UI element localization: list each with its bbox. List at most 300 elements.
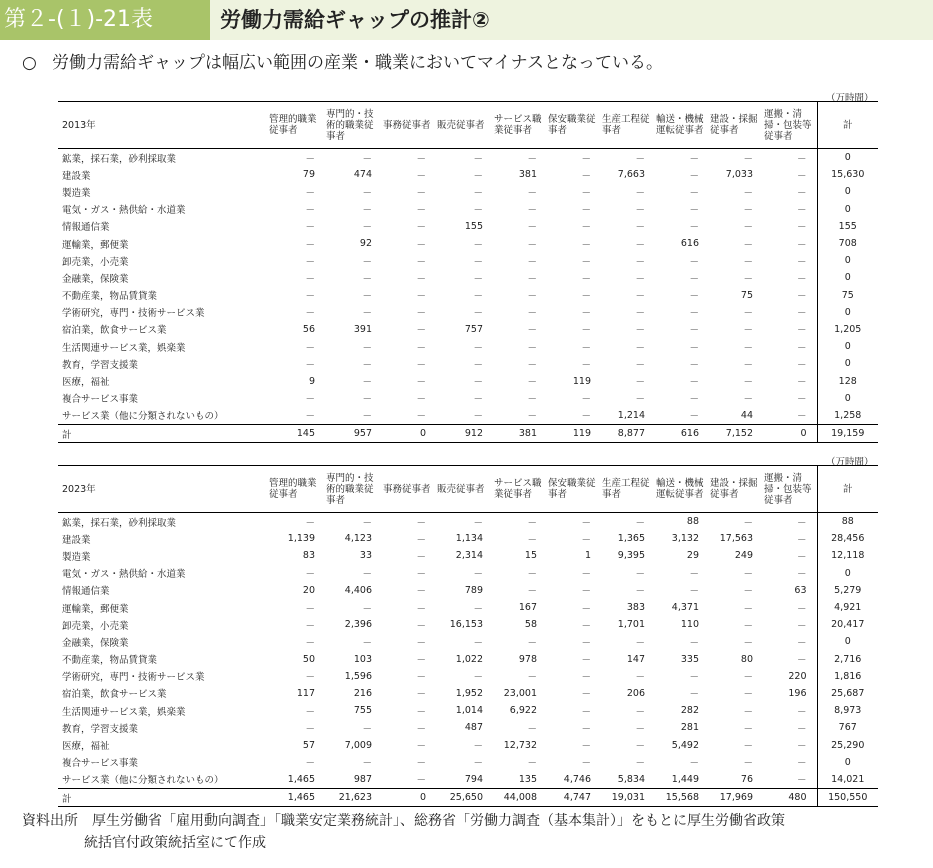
data-cell: －: [305, 308, 315, 320]
data-cell: －: [527, 569, 537, 581]
data-cell: －: [635, 222, 645, 234]
data-cell: －: [581, 308, 591, 320]
data-cell: 135: [518, 773, 537, 785]
data-cell: －: [635, 308, 645, 320]
row-label: 学術研究，専門・技術サービス業: [62, 672, 205, 684]
column-header: 輸送・機械運転従事者: [655, 102, 709, 149]
data-cell: －: [581, 706, 591, 718]
data-cell: 789: [464, 584, 483, 596]
data-cell: 1,449: [671, 773, 699, 785]
data-cell: －: [362, 394, 372, 406]
data-cell: 196: [788, 687, 807, 699]
data-cell: －: [362, 342, 372, 354]
row-total-cell: 0: [817, 338, 878, 355]
row-total-cell: 20,417: [817, 616, 878, 633]
data-cell: －: [796, 239, 807, 251]
data-cell: －: [473, 153, 483, 165]
data-cell: 76: [740, 773, 753, 785]
table-row: [58, 372, 878, 389]
row-label: 不動産業，物品賃貸業: [62, 655, 158, 667]
data-cell: －: [416, 775, 426, 787]
table-row: [58, 304, 878, 321]
data-cell: －: [689, 153, 699, 165]
data-cell: 29: [686, 550, 699, 562]
data-cell: －: [635, 741, 645, 753]
data-cell: －: [362, 411, 372, 423]
data-cell: －: [743, 603, 753, 615]
total-cell: 17,969: [709, 789, 763, 807]
row-label: 金融業，保険業: [62, 637, 129, 649]
row-label: 運輸業，郵便業: [62, 603, 129, 615]
data-cell: －: [689, 205, 699, 217]
data-cell: －: [416, 534, 426, 546]
row-total-cell: 15,630: [817, 166, 878, 183]
data-cell: －: [416, 239, 426, 251]
data-cell: －: [796, 551, 807, 563]
data-cell: 79: [302, 169, 315, 181]
year-header: 2013年: [58, 102, 268, 149]
column-header: 計: [817, 102, 878, 149]
total-cell: 119: [547, 425, 601, 443]
row-label: 複合サービス事業: [62, 758, 139, 770]
data-cell: －: [362, 517, 372, 529]
data-cell: －: [305, 153, 315, 165]
data-cell: －: [635, 291, 645, 303]
data-cell: －: [743, 342, 753, 354]
table-row: [58, 565, 878, 582]
subtitle-text: 労働力需給ギャップは幅広い範囲の産業・職業においてマイナスとなっている。: [52, 53, 663, 73]
table-row: [58, 355, 878, 372]
data-cell: －: [581, 256, 591, 268]
data-cell: －: [635, 672, 645, 684]
header-row: [58, 102, 878, 149]
data-cell: －: [796, 308, 807, 320]
total-cell: 912: [436, 425, 493, 443]
total-label: 計: [58, 425, 268, 443]
data-cell: －: [635, 586, 645, 598]
table-row: [58, 321, 878, 338]
data-cell: －: [635, 342, 645, 354]
row-label: 卸売業，小売業: [62, 256, 129, 268]
unit-label-2023: （万時間）: [826, 457, 874, 468]
row-total-cell: 0: [817, 565, 878, 582]
total-cell: 381: [493, 425, 547, 443]
data-cell: －: [635, 377, 645, 389]
data-cell: －: [743, 308, 753, 320]
data-cell: －: [689, 308, 699, 320]
data-cell: －: [473, 672, 483, 684]
row-label: 卸売業，小売業: [62, 620, 129, 632]
column-header: 管理的職業従事者: [268, 102, 325, 149]
data-cell: －: [416, 308, 426, 320]
data-cell: －: [416, 723, 426, 735]
data-cell: －: [527, 153, 537, 165]
data-cell: －: [796, 170, 807, 182]
data-cell: －: [689, 359, 699, 371]
total-cell: 957: [325, 425, 382, 443]
data-cell: －: [527, 586, 537, 598]
data-cell: －: [305, 637, 315, 649]
data-cell: －: [416, 758, 426, 770]
data-cell: －: [362, 256, 372, 268]
data-cell: －: [473, 273, 483, 285]
data-cell: 1,014: [455, 705, 483, 717]
data-cell: 220: [788, 670, 807, 682]
data-cell: －: [635, 153, 645, 165]
data-cell: －: [796, 325, 807, 337]
table-row: [58, 252, 878, 269]
column-header: サービス職業従事者: [493, 102, 547, 149]
data-cell: 167: [518, 602, 537, 614]
total-row: [58, 425, 878, 443]
data-cell: －: [581, 325, 591, 337]
data-cell: 4,746: [563, 773, 591, 785]
column-header: 管理的職業従事者: [268, 466, 325, 513]
data-cell: －: [416, 569, 426, 581]
row-total-cell: 0: [817, 149, 878, 167]
data-cell: －: [581, 170, 591, 182]
column-header: サービス職業従事者: [493, 466, 547, 513]
data-cell: 88: [686, 516, 699, 528]
data-cell: 4,371: [671, 602, 699, 614]
data-cell: 117: [296, 687, 315, 699]
table-row: [58, 685, 878, 702]
data-cell: －: [581, 603, 591, 615]
data-cell: 474: [353, 169, 372, 181]
total-cell: 145: [268, 425, 325, 443]
table-row: [58, 582, 878, 599]
total-cell: 21,623: [325, 789, 382, 807]
data-cell: －: [473, 517, 483, 529]
data-cell: －: [305, 342, 315, 354]
data-cell: 80: [740, 653, 753, 665]
row-total-cell: 4,921: [817, 599, 878, 616]
data-cell: －: [473, 187, 483, 199]
data-cell: －: [416, 741, 426, 753]
data-cell: －: [581, 342, 591, 354]
column-header: 運搬・清掃・包装等従事者: [763, 466, 817, 513]
data-cell: －: [743, 586, 753, 598]
table-row: [58, 235, 878, 252]
row-total-cell: 0: [817, 390, 878, 407]
data-cell: 281: [680, 722, 699, 734]
data-cell: －: [416, 222, 426, 234]
data-cell: 92: [359, 238, 372, 250]
data-cell: 9,395: [617, 550, 645, 562]
data-cell: －: [743, 620, 753, 632]
data-cell: －: [581, 741, 591, 753]
data-cell: 794: [464, 773, 483, 785]
data-cell: －: [689, 291, 699, 303]
data-cell: －: [416, 517, 426, 529]
table-row: [58, 183, 878, 200]
data-cell: －: [305, 603, 315, 615]
data-cell: －: [416, 620, 426, 632]
data-cell: －: [743, 517, 753, 529]
data-cell: －: [581, 723, 591, 735]
data-cell: －: [527, 256, 537, 268]
row-total-cell: 75: [817, 287, 878, 304]
data-cell: －: [362, 723, 372, 735]
data-cell: －: [743, 325, 753, 337]
total-cell: 8,877: [601, 425, 655, 443]
data-cell: －: [527, 205, 537, 217]
data-cell: －: [796, 187, 807, 199]
row-label: 教育，学習支援業: [62, 723, 139, 735]
data-cell: 5,834: [617, 773, 645, 785]
row-label: 情報通信業: [62, 222, 110, 234]
row-label: 建設業: [62, 534, 91, 546]
data-cell: 58: [524, 619, 537, 631]
data-cell: －: [416, 291, 426, 303]
data-cell: －: [362, 187, 372, 199]
data-cell: －: [796, 517, 807, 529]
source-note: [22, 810, 785, 854]
data-cell: 616: [680, 238, 699, 250]
data-cell: －: [416, 706, 426, 718]
total-cell: 1,465: [268, 789, 325, 807]
data-cell: －: [527, 359, 537, 371]
data-cell: －: [581, 187, 591, 199]
data-cell: －: [416, 256, 426, 268]
data-cell: －: [581, 205, 591, 217]
row-total-cell: 25,290: [817, 736, 878, 753]
row-label: 宿泊業，飲食サービス業: [62, 325, 167, 337]
data-cell: －: [305, 723, 315, 735]
data-cell: －: [689, 325, 699, 337]
data-cell: －: [743, 672, 753, 684]
data-cell: 4,123: [344, 533, 372, 545]
table-row: [58, 616, 878, 633]
data-cell: 757: [464, 323, 483, 335]
subtitle: [22, 48, 663, 73]
page-title: 労働力需給ギャップの推計②: [220, 8, 490, 32]
row-total-cell: 28,456: [817, 530, 878, 547]
data-cell: －: [527, 758, 537, 770]
data-cell: 1,139: [287, 533, 315, 545]
grand-total-cell: 150,550: [817, 789, 878, 807]
data-cell: －: [473, 308, 483, 320]
row-label: 電気・ガス・熱供給・水道業: [62, 569, 186, 581]
data-cell: －: [743, 758, 753, 770]
data-cell: 44: [740, 409, 753, 421]
data-cell: －: [743, 394, 753, 406]
data-cell: 110: [680, 619, 699, 631]
data-cell: －: [473, 359, 483, 371]
data-cell: 20: [302, 584, 315, 596]
total-cell: 44,008: [493, 789, 547, 807]
data-cell: －: [635, 637, 645, 649]
data-cell: －: [305, 256, 315, 268]
column-header: 生産工程従事者: [601, 102, 655, 149]
data-cell: －: [796, 291, 807, 303]
data-cell: －: [473, 411, 483, 423]
data-cell: －: [416, 205, 426, 217]
data-cell: －: [743, 187, 753, 199]
data-cell: 1,365: [617, 533, 645, 545]
data-cell: 7,663: [617, 169, 645, 181]
data-cell: －: [305, 758, 315, 770]
data-cell: －: [362, 273, 372, 285]
row-total-cell: 0: [817, 754, 878, 771]
data-cell: 487: [464, 722, 483, 734]
table-row: [58, 407, 878, 425]
row-label: サービス業（他に分類されないもの）: [62, 775, 224, 787]
data-cell: －: [743, 706, 753, 718]
data-cell: －: [581, 273, 591, 285]
row-total-cell: 767: [817, 719, 878, 736]
data-cell: 3,132: [671, 533, 699, 545]
data-cell: 2,396: [344, 619, 372, 631]
data-cell: －: [796, 637, 807, 649]
data-cell: －: [796, 411, 807, 423]
data-cell: －: [743, 273, 753, 285]
data-cell: 1,596: [344, 670, 372, 682]
data-cell: －: [689, 411, 699, 423]
data-cell: －: [581, 586, 591, 598]
data-cell: －: [581, 758, 591, 770]
data-cell: －: [796, 603, 807, 615]
data-cell: －: [796, 706, 807, 718]
data-cell: －: [416, 655, 426, 667]
column-header: 建設・採掘従事者: [709, 466, 763, 513]
data-cell: －: [581, 534, 591, 546]
data-cell: －: [689, 273, 699, 285]
column-header: 専門的・技術的職業従事者: [325, 102, 382, 149]
row-total-cell: 12,118: [817, 547, 878, 564]
data-cell: －: [796, 775, 807, 787]
data-cell: －: [305, 620, 315, 632]
column-header: 保安職業従事者: [547, 466, 601, 513]
data-cell: －: [689, 377, 699, 389]
data-cell: 755: [353, 705, 372, 717]
header-band: [0, 0, 933, 40]
column-header: 建設・採掘従事者: [709, 102, 763, 149]
data-cell: 1,952: [455, 687, 483, 699]
data-cell: －: [635, 758, 645, 770]
column-header: 保安職業従事者: [547, 102, 601, 149]
data-cell: －: [635, 359, 645, 371]
data-cell: －: [581, 359, 591, 371]
data-cell: －: [473, 758, 483, 770]
row-total-cell: 8,973: [817, 702, 878, 719]
data-cell: 2,314: [455, 550, 483, 562]
column-header: 販売従事者: [436, 102, 493, 149]
data-cell: －: [743, 359, 753, 371]
data-cell: －: [796, 534, 807, 546]
table-row: [58, 390, 878, 407]
table-row: [58, 287, 878, 304]
data-cell: －: [473, 205, 483, 217]
data-cell: 1,465: [287, 773, 315, 785]
data-cell: －: [305, 291, 315, 303]
data-cell: －: [305, 394, 315, 406]
data-cell: －: [473, 256, 483, 268]
table-row: [58, 269, 878, 286]
data-cell: 63: [794, 584, 807, 596]
total-cell: 616: [655, 425, 709, 443]
data-cell: 1,214: [617, 409, 645, 421]
column-header: 運搬・清掃・包装等従事者: [763, 102, 817, 149]
header-row: [58, 466, 878, 513]
data-cell: －: [362, 758, 372, 770]
data-cell: －: [743, 205, 753, 217]
row-total-cell: 0: [817, 183, 878, 200]
data-cell: －: [416, 273, 426, 285]
data-cell: －: [796, 758, 807, 770]
row-total-cell: 1,816: [817, 668, 878, 685]
column-header: 事務従事者: [382, 102, 436, 149]
row-total-cell: 0: [817, 304, 878, 321]
row-total-cell: 0: [817, 633, 878, 650]
data-cell: －: [581, 655, 591, 667]
data-cell: －: [473, 569, 483, 581]
row-total-cell: 1,258: [817, 407, 878, 425]
table-row: [58, 702, 878, 719]
data-cell: －: [416, 586, 426, 598]
data-cell: －: [416, 411, 426, 423]
data-cell: －: [581, 291, 591, 303]
data-cell: 147: [626, 653, 645, 665]
row-label: 金融業，保険業: [62, 273, 129, 285]
data-cell: －: [689, 187, 699, 199]
data-cell: －: [743, 689, 753, 701]
data-cell: －: [743, 222, 753, 234]
row-label: 不動産業，物品賃貸業: [62, 291, 158, 303]
data-cell: －: [473, 170, 483, 182]
data-cell: －: [581, 517, 591, 529]
data-cell: －: [473, 291, 483, 303]
data-cell: －: [689, 170, 699, 182]
row-total-cell: 25,687: [817, 685, 878, 702]
row-label: 生活関連サービス業，娯楽業: [62, 706, 186, 718]
data-cell: 206: [626, 687, 645, 699]
table-row: [58, 771, 878, 789]
data-cell: －: [635, 517, 645, 529]
data-cell: 381: [518, 169, 537, 181]
data-cell: －: [743, 256, 753, 268]
table-row: [58, 218, 878, 235]
column-header: 販売従事者: [436, 466, 493, 513]
data-cell: －: [527, 273, 537, 285]
row-label: 学術研究，専門・技術サービス業: [62, 308, 205, 320]
data-cell: －: [305, 359, 315, 371]
table-2023: [58, 465, 878, 807]
data-cell: －: [581, 637, 591, 649]
data-cell: －: [635, 394, 645, 406]
data-cell: －: [635, 205, 645, 217]
data-cell: －: [416, 325, 426, 337]
data-cell: 335: [680, 653, 699, 665]
data-cell: －: [416, 342, 426, 354]
data-cell: －: [689, 256, 699, 268]
data-cell: 216: [353, 687, 372, 699]
data-cell: －: [635, 325, 645, 337]
data-cell: －: [635, 706, 645, 718]
total-cell: 19,031: [601, 789, 655, 807]
row-label: 製造業: [62, 187, 91, 199]
data-cell: －: [305, 672, 315, 684]
table-row: [58, 736, 878, 753]
row-label: 鉱業，採石業，砂利採取業: [62, 153, 177, 165]
data-cell: 6,922: [509, 705, 537, 717]
column-header: 事務従事者: [382, 466, 436, 513]
column-header: 計: [817, 466, 878, 513]
data-cell: －: [473, 603, 483, 615]
data-cell: －: [527, 411, 537, 423]
data-cell: －: [305, 222, 315, 234]
row-label: 建設業: [62, 170, 91, 182]
